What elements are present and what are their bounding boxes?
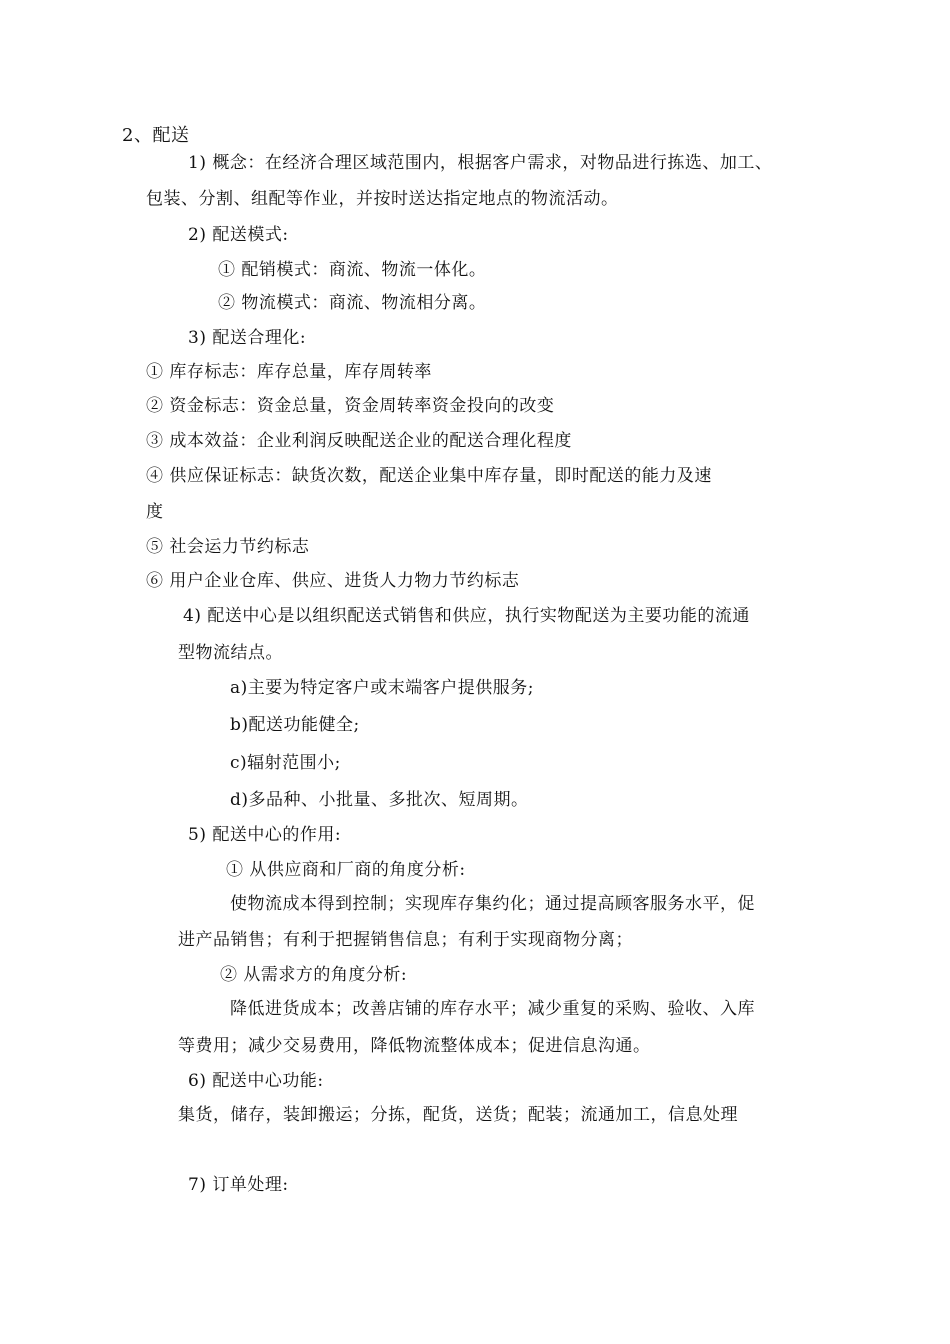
demand-perspective-line-2: 等费用；减少交易费用，降低物流整体成本；促进信息沟通。 [178,1036,651,1056]
center-feature-c: c)辐射范围小; [230,753,341,773]
supplier-perspective-line-2: 进产品销售；有利于把握销售信息；有利于实现商物分离； [178,930,633,950]
demand-perspective-line-1: 降低进货成本；改善店铺的库存水平；减少重复的采购、验收、入库 [230,999,755,1019]
rationalization-title: 3) 配送合理化: [188,328,307,348]
rationalization-item-6: ⑥ 用户企业仓库、供应、进货人力物力节约标志 [146,571,520,591]
center-feature-d: d)多品种、小批量、多批次、短周期。 [230,790,529,810]
supplier-perspective-line-1: 使物流成本得到控制；实现库存集约化；通过提高顾客服务水平，促 [230,894,755,914]
center-feature-a: a)主要为特定客户或末端客户提供服务; [230,678,534,698]
section-heading: 2、配送 [122,125,190,146]
center-role-title: 5) 配送中心的作用: [188,825,342,845]
rationalization-item-4-line-1: ④ 供应保证标志：缺货次数，配送企业集中库存量，即时配送的能力及速 [146,466,712,486]
concept-line-2: 包装、分割、组配等作业，并按时送达指定地点的物流活动。 [146,189,619,209]
order-processing-title: 7) 订单处理: [188,1175,289,1195]
supplier-perspective-title: ① 从供应商和厂商的角度分析: [226,860,466,880]
rationalization-item-3: ③ 成本效益：企业利润反映配送企业的配送合理化程度 [146,431,572,451]
rationalization-item-2: ② 资金标志：资金总量，资金周转率资金投向的改变 [146,396,555,416]
demand-perspective-title: ② 从需求方的角度分析: [220,965,408,985]
center-definition-line-1: 4) 配送中心是以组织配送式销售和供应，执行实物配送为主要功能的流通 [183,606,750,626]
rationalization-item-5: ⑤ 社会运力节约标志 [146,537,310,557]
distribution-mode-item-2: ② 物流模式：商流、物流相分离。 [218,293,487,313]
concept-line-1: 1) 概念：在经济合理区域范围内，根据客户需求，对物品进行拣选、加工、 [188,153,773,173]
center-functions-title: 6) 配送中心功能: [188,1071,324,1091]
rationalization-item-1: ① 库存标志：库存总量，库存周转率 [146,362,432,382]
center-feature-b: b)配送功能健全; [230,715,360,735]
distribution-mode-item-1: ① 配销模式：商流、物流一体化。 [218,260,487,280]
distribution-modes-title: 2) 配送模式: [188,225,289,245]
center-functions-content: 集货，储存，装卸搬运；分拣，配货，送货；配装；流通加工，信息处理 [178,1105,738,1125]
rationalization-item-4-line-2: 度 [146,502,164,522]
center-definition-line-2: 型物流结点。 [178,643,283,663]
